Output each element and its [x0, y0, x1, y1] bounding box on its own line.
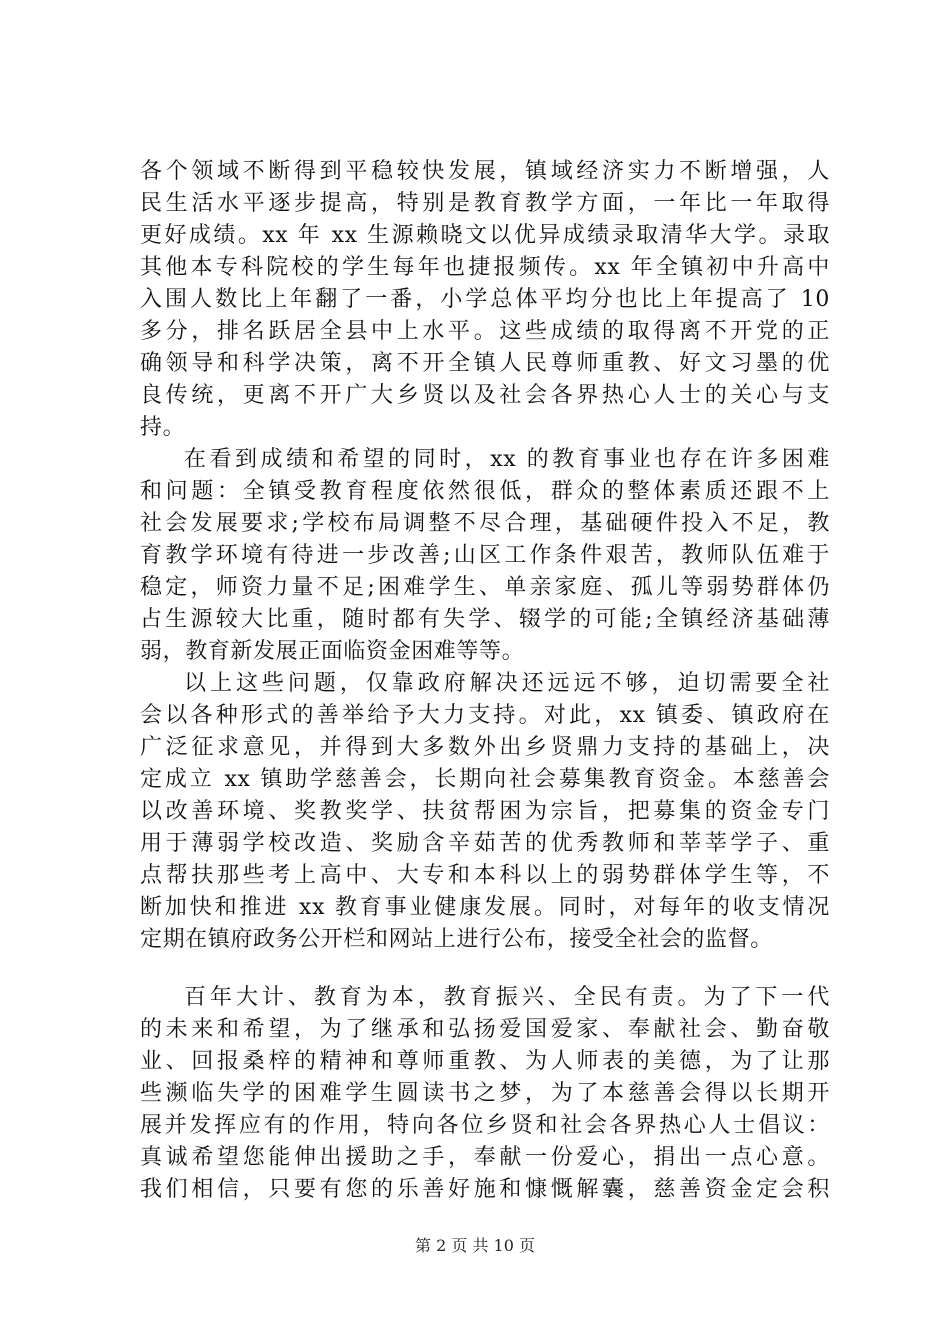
text-line: 百年大计、教育为本，教育振兴、全民有责。为了下一代 [184, 985, 830, 1010]
text-line: 民生活水平逐步提高，特别是教育教学方面，一年比一年取得 [140, 191, 830, 216]
text-line: 弱，教育新发展正面临资金困难等等。 [140, 639, 525, 664]
text-line: 点帮扶那些考上高中、大专和本科以上的弱势群体学生等，不 [140, 863, 830, 888]
text-line: 以上这些问题，仅靠政府解决还远远不够，迫切需要全社 [184, 671, 830, 696]
text-line: 多分，排名跃居全县中上水平。这些成绩的取得离不开党的正 [140, 319, 830, 344]
text-line: 良传统，更离不开广大乡贤以及社会各界热心人士的关心与支 [140, 383, 830, 408]
text-line: 会以各种形式的善举给予大力支持。对此，xx 镇委、镇政府在 [140, 703, 830, 728]
text-line: 些濒临失学的困难学生圆读书之梦，为了本慈善会得以长期开 [140, 1081, 830, 1106]
document-body [140, 156, 830, 1206]
text-line: 占生源较大比重，随时都有失学、辍学的可能;全镇经济基础薄 [140, 607, 830, 632]
text-line: 确领导和科学决策，离不开全镇人民尊师重教、好文习墨的优 [140, 351, 830, 376]
text-line: 入围人数比上年翻了一番，小学总体平均分也比上年提高了 10 [140, 287, 830, 312]
text-line: 用于薄弱学校改造、奖励含辛茹苦的优秀教师和莘莘学子、重 [140, 831, 830, 856]
text-line: 真诚希望您能伸出援助之手，奉献一份爱心，捐出一点心意。 [140, 1145, 830, 1170]
text-line: 在看到成绩和希望的同时，xx 的教育事业也存在许多困难 [184, 447, 830, 472]
text-line: 稳定，师资力量不足;困难学生、单亲家庭、孤儿等弱势群体仍 [140, 575, 830, 600]
text-line: 社会发展要求;学校布局调整不尽合理，基础硬件投入不足，教 [140, 511, 830, 536]
paragraph-1 [140, 156, 830, 444]
text-line: 其他本专科院校的学生每年也捷报频传。xx 年全镇初中升高中 [140, 255, 830, 280]
paragraph-3 [140, 668, 830, 956]
text-line: 断加快和推进 xx 教育事业健康发展。同时，对每年的收支情况 [140, 895, 830, 920]
text-line: 和问题：全镇受教育程度依然很低，群众的整体素质还跟不上 [140, 479, 830, 504]
text-line: 持。 [140, 415, 186, 440]
text-line: 各个领域不断得到平稳较快发展，镇域经济实力不断增强，人 [140, 159, 830, 184]
text-line: 育教学环境有待进一步改善;山区工作条件艰苦，教师队伍难于 [140, 543, 830, 568]
text-line: 业、回报桑梓的精神和尊师重教、为人师表的美德，为了让那 [140, 1049, 830, 1074]
page-number-footer: 第 2 页 共 10 页 [415, 1236, 535, 1255]
text-line: 定成立 xx 镇助学慈善会，长期向社会募集教育资金。本慈善会 [140, 767, 830, 792]
paragraph-4 [140, 982, 830, 1206]
text-line: 以改善环境、奖教奖学、扶贫帮困为宗旨，把募集的资金专门 [140, 799, 830, 824]
text-line: 广泛征求意见，并得到大多数外出乡贤鼎力支持的基础上，决 [140, 735, 830, 760]
paragraph-2 [140, 444, 830, 668]
text-line: 更好成绩。xx 年 xx 生源赖晓文以优异成绩录取清华大学。录取 [140, 223, 830, 248]
text-line: 我们相信，只要有您的乐善好施和慷慨解囊，慈善资金定会积 [140, 1177, 830, 1202]
text-line: 定期在镇府政务公开栏和网站上进行公布，接受全社会的监督。 [140, 927, 773, 952]
text-line: 展并发挥应有的作用，特向各位乡贤和社会各界热心人士倡议： [140, 1113, 830, 1138]
paragraph-spacer [140, 956, 830, 982]
text-line: 的未来和希望，为了继承和弘扬爱国爱家、奉献社会、勤奋敬 [140, 1017, 830, 1042]
